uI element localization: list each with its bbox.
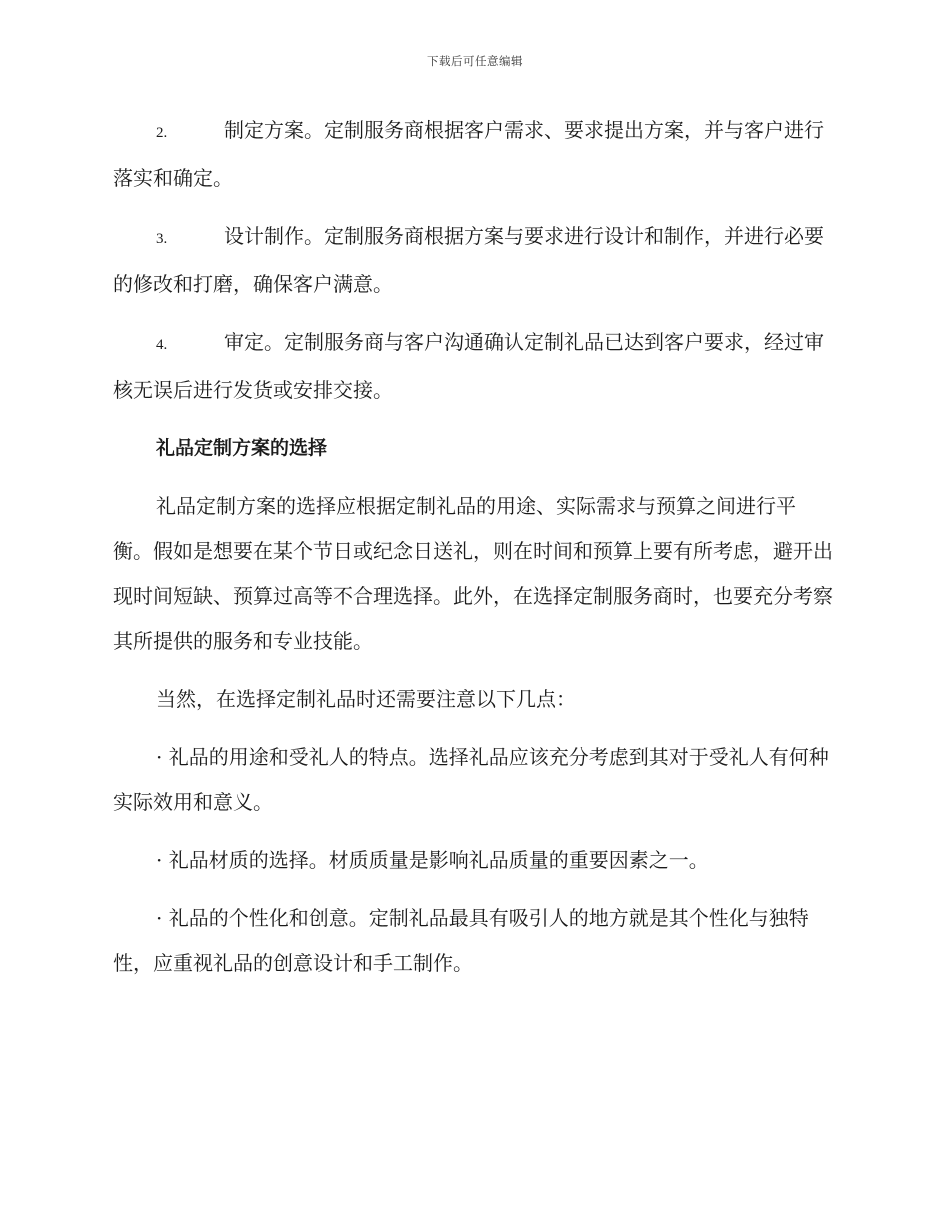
- step-text: 制定方案。定制服务商根据客户需求、要求提出方案，并与客户进行落实和确定。: [113, 118, 824, 190]
- step-text: 设计制作。定制服务商根据方案与要求进行设计和制作，并进行必要的修改和打磨，确保客户满意。: [113, 224, 824, 296]
- step-number: 3.: [156, 231, 168, 247]
- document-body: [113, 108, 835, 999]
- bullet-item: · 礼品材质的选择。材质质量是影响礼品质量的重要因素之一。: [156, 848, 709, 872]
- body-paragraph: 礼品定制方案的选择应根据定制礼品的用途、实际需求与预算之间进行平衡。假如是想要在某个节日或纪念日送礼，则在时间和预算上要有所考虑，避开出现时间短缺、预算过高等不合理选择。此外，在选择定制服务商时，也要充分考察其所提供的服务和专业技能。: [113, 494, 833, 653]
- step-item: [113, 214, 835, 307]
- step-number: 2.: [156, 125, 168, 141]
- bullet-item: · 礼品的用途和受礼人的特点。选择礼品应该充分考虑到其对于受礼人有何种实际效用和意义。: [113, 745, 829, 814]
- page-header: 下载后可任意编辑: [427, 54, 523, 68]
- section-heading: 礼品定制方案的选择: [156, 437, 328, 459]
- step-item: [113, 108, 835, 201]
- body-paragraph: 当然，在选择定制礼品时还需要注意以下几点：: [156, 687, 576, 711]
- step-text: 审定。定制服务商与客户沟通确认定制礼品已达到客户要求，经过审核无误后进行发货或安排交接。: [113, 330, 824, 402]
- bullet-item: · 礼品的个性化和创意。定制礼品最具有吸引人的地方就是其个性化与独特性，应重视礼品的创意设计和手工制作。: [113, 906, 809, 975]
- step-item: [113, 320, 835, 413]
- step-number: 4.: [156, 337, 168, 353]
